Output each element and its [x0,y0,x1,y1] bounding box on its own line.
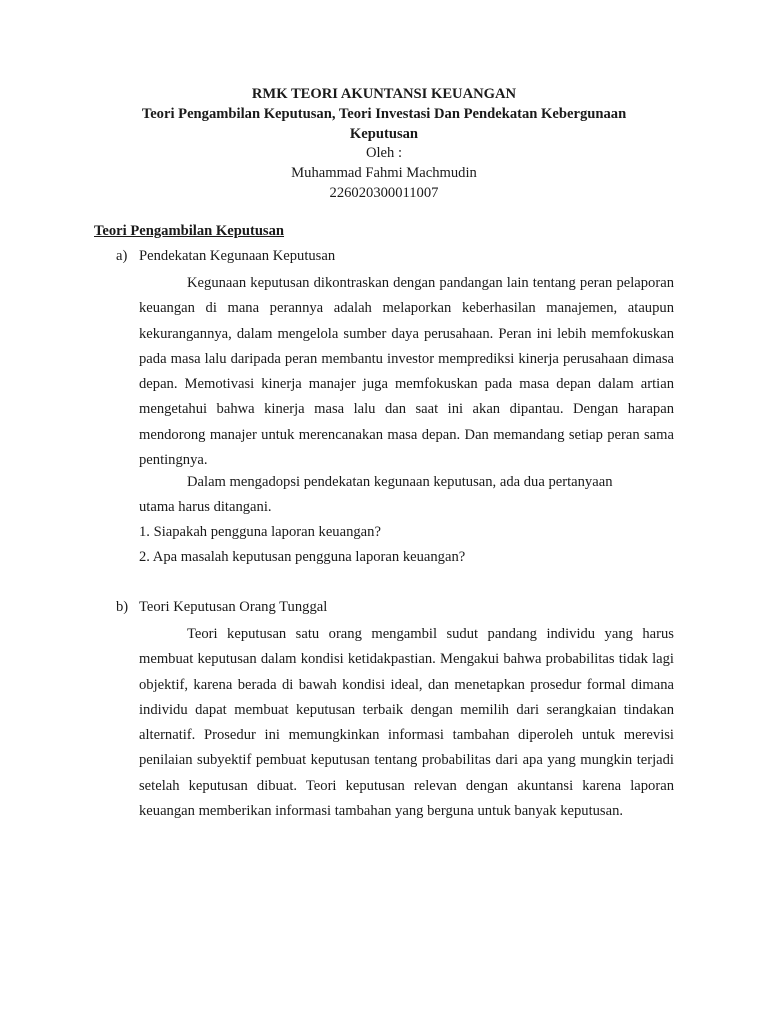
item-b-paragraph-1 [139,622,674,824]
item-b-heading [116,597,327,617]
item-a-label: Pendekatan Kegunaan Keputusan [139,248,336,264]
item-a-paragraph-1-text: Kegunaan keputusan dikontraskan dengan pandangan lain tentang peran pelaporan keuangan di mana perannya adalah melaporkan keberhasilan manajemen, ataupun kekurangannya, dalam mengelola sumber daya perusahaan. Peran ini lebih memfokuskan pada masa lalu daripada peran membantu investor memprediksi kinerja perusahaan dimasa depan. Memotivasi kinerja manajer juga memfokuskan pada masa depan dalam artian mengetahui bahwa kinerja masa lalu dan saat ini akan dipantau. Dengan harapan mendorong manajer untuk merencanakan masa depan. Dan memandang setiap peran sama pentingnya. [139,275,674,469]
item-b-paragraph-1-text: Teori keputusan satu orang mengambil sudut pandang individu yang harus membuat keputusan dalam kondisi ketidakpastian. Mengakui bahwa probabilitas tidak lagi objektif, karena berada di bawah kondisi ideal, dan menetapkan prosedur formal dimana individu dapat membuat keputusan terbaik dengan memilih dari serangkaian tindakan alternatif. Prosedur ini memungkinkan informasi tambahan diperoleh untuk merevisi penilaian subyektif pembuat keputusan tentang probabilitas dari apa yang mungkin terjadi setelah keputusan dibuat. Teori keputusan relevan dengan akuntansi karena laporan keuangan memberikan informasi tambahan yang berguna untuk banyak keputusan. [139,626,674,820]
item-a-paragraph-1 [139,271,674,473]
section-heading: Teori Pengambilan Keputusan [94,223,285,239]
item-a-heading [116,246,335,266]
item-a-question-2: 2. Apa masalah keputusan pengguna laporan keuangan? [139,549,466,565]
item-b-marker: b) [116,599,129,615]
document-title: RMK TEORI AKUNTANSI KEUANGAN [251,86,517,102]
item-b-label: Teori Keputusan Orang Tunggal [139,599,328,615]
item-a-question-1: 1. Siapakah pengguna laporan keuangan? [139,524,381,540]
item-a-marker: a) [116,248,128,264]
student-id: 226020300011007 [329,184,439,201]
author-label: Oleh : [365,145,403,162]
document-subtitle: Teori Pengambilan Keputusan, Teori Investasi Dan Pendekatan Kebergunaan Keputusan [141,105,627,142]
author-name: Muhammad Fahmi Machmudin [291,165,477,182]
document-header [0,85,768,204]
item-a-paragraph-2-line-1: Dalam mengadopsi pendekatan kegunaan keputusan, ada dua pertanyaan [187,474,613,490]
item-a-paragraph-2-line-2: utama harus ditangani. [139,499,272,515]
